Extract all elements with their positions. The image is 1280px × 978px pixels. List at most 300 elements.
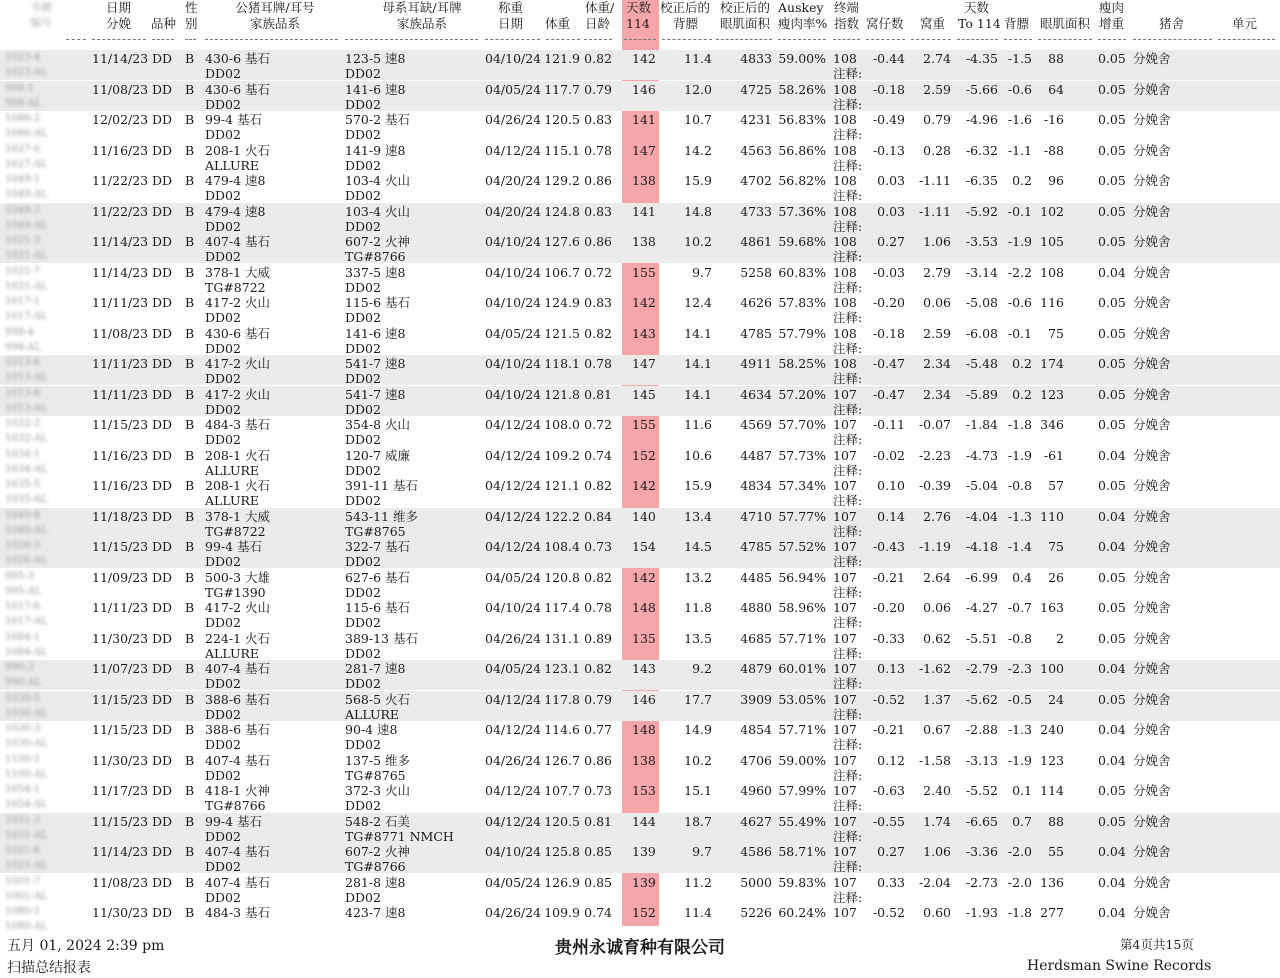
header-separator (911, 39, 951, 40)
cell-days: 142 (632, 295, 656, 310)
cell-sire: 407-4 基石 (205, 234, 271, 249)
cell-breed: DD (152, 691, 173, 707)
cell-ebv-bf: -2.0 (1007, 874, 1032, 890)
cell-sex: B (185, 874, 195, 890)
cell-days: 143 (632, 661, 656, 676)
row-tag-id (5, 325, 59, 355)
cell-weigh: 04/05/24 (485, 569, 542, 585)
cell-ebv-days: -1.93 (965, 905, 998, 920)
header-separator (152, 39, 174, 40)
cell-bf: 11.4 (684, 905, 712, 920)
cell-dam: 568-5 火石 (345, 691, 411, 707)
cell-weigh: 04/12/24 (485, 142, 542, 158)
cell-ebv-lea: -16 (1043, 112, 1064, 127)
cell-lea: 4586 (740, 844, 772, 859)
cell-ebv-lea: 114 (1040, 783, 1064, 798)
cell-index: 108 (833, 234, 857, 249)
row-tag-line: 998-AL (5, 97, 42, 109)
cell-dam: 322-7 基石 (345, 539, 411, 554)
cell-breed: DD (152, 722, 173, 737)
row-tag-id (5, 50, 59, 80)
cell-note: 注释: (833, 188, 863, 203)
cell-breed: DD (152, 417, 173, 432)
table-row (0, 50, 1280, 80)
cell-sire: 417-2 火山 (205, 356, 271, 371)
cell-days: 143 (632, 325, 656, 341)
header-ratio-1: 体重/ (585, 0, 615, 15)
header-lean-1: Auskey (778, 0, 824, 15)
row-tag-line: 1080-1 (5, 906, 41, 917)
header-separator (546, 39, 580, 40)
cell-sire: 208-1 火石 (205, 447, 271, 463)
cell-ebv-lea: 163 (1040, 600, 1064, 615)
cell-days: 141 (632, 112, 656, 127)
cell-ebv-bf: -1.3 (1007, 508, 1032, 524)
cell-sire-line: DD02 (205, 96, 241, 112)
cell-lean: 60.01% (778, 661, 826, 676)
cell-gain: 0.05 (1098, 234, 1126, 249)
cell-sire: 388-6 基石 (205, 722, 271, 737)
cell-ratio: 0.86 (584, 234, 612, 249)
cell-dam: 141-6 速8 (345, 81, 406, 97)
cell-dam-line: TG#8771 NMCH (345, 828, 454, 844)
cell-litw: -0.39 (918, 478, 951, 493)
cell-bf: 17.7 (684, 691, 712, 707)
cell-sire-line: ALLURE (205, 462, 260, 478)
cell-farrow: 11/14/23 (92, 234, 149, 249)
cell-sire: 378-1 大威 (205, 508, 271, 524)
cell-gain: 0.05 (1098, 142, 1126, 158)
cell-ebv-bf: -1.9 (1007, 447, 1032, 463)
cell-breed: DD (152, 295, 173, 310)
cell-bf: 9.2 (692, 661, 712, 676)
cell-ratio: 0.82 (584, 325, 612, 341)
cell-note: 注释: (833, 554, 863, 569)
cell-dam: 137-5 维多 (345, 752, 411, 768)
cell-ratio: 0.74 (584, 905, 612, 920)
cell-dam: 541-7 速8 (345, 386, 406, 402)
cell-farrow: 12/02/23 (92, 112, 149, 127)
cell-gain: 0.04 (1098, 661, 1126, 676)
cell-ebv-lea: 108 (1040, 264, 1064, 280)
cell-litter: -0.21 (872, 569, 905, 585)
cell-sex: B (185, 51, 195, 66)
cell-gain: 0.04 (1098, 508, 1126, 524)
cell-ratio: 0.73 (584, 539, 612, 554)
cell-pen: 分娩舍 (1133, 173, 1171, 188)
cell-ratio: 0.74 (584, 447, 612, 463)
cell-lean: 57.83% (778, 295, 826, 310)
cell-days: 139 (632, 844, 656, 859)
cell-sire: 479-4 速8 (205, 203, 266, 219)
table-row (0, 843, 1280, 873)
cell-litw: 1.37 (923, 691, 951, 707)
table-row (0, 386, 1280, 416)
cell-litw: 0.67 (923, 722, 951, 737)
cell-weigh: 04/12/24 (485, 447, 542, 463)
cell-dam-line: DD02 (345, 737, 381, 752)
cell-litter: -0.63 (872, 783, 905, 798)
cell-farrow: 11/11/23 (92, 356, 149, 371)
cell-dam-line: TG#8766 (345, 859, 406, 874)
cell-dam: 391-11 基石 (345, 478, 418, 493)
cell-ebv-days: -4.35 (965, 51, 998, 66)
cell-sire-line: DD02 (205, 432, 241, 447)
cell-farrow: 11/22/23 (92, 203, 149, 219)
cell-ebv-days: -5.52 (965, 783, 998, 798)
cell-farrow: 11/22/23 (92, 173, 149, 188)
cell-sire-line: DD02 (205, 615, 241, 630)
cell-litter: -0.55 (872, 813, 905, 829)
table-header (0, 0, 1280, 48)
cell-note: 注释: (833, 340, 863, 356)
cell-days: 152 (632, 447, 656, 463)
cell-farrow: 11/18/23 (92, 508, 149, 524)
cell-dam-line: DD02 (345, 798, 381, 813)
cell-ebv-bf: -1.6 (1007, 112, 1032, 127)
cell-note: 注释: (833, 859, 863, 874)
cell-note: 注释: (833, 523, 863, 539)
cell-litter: 0.27 (877, 234, 905, 249)
cell-sire: 407-4 基石 (205, 752, 271, 768)
cell-dam: 115-6 基石 (345, 600, 411, 615)
cell-dam: 389-13 基石 (345, 630, 418, 646)
header-breed: 品种 (151, 16, 177, 31)
cell-weight: 127.6 (544, 234, 580, 249)
cell-pen: 分娩舍 (1133, 905, 1171, 920)
table-row (0, 81, 1280, 111)
cell-sex: B (185, 142, 195, 158)
cell-sire-line: DD02 (205, 554, 241, 569)
cell-ebv-lea: -61 (1043, 447, 1064, 463)
cell-ebv-lea: 55 (1048, 844, 1064, 859)
cell-pen: 分娩舍 (1133, 356, 1171, 371)
cell-breed: DD (152, 539, 173, 554)
cell-lea: 4785 (740, 325, 772, 341)
cell-ebv-days: -4.04 (965, 508, 998, 524)
cell-ebv-lea: 123 (1040, 386, 1064, 402)
cell-pen: 分娩舍 (1133, 539, 1171, 554)
cell-bf: 9.7 (692, 264, 712, 280)
cell-litter: -0.52 (872, 905, 905, 920)
header-separator (1133, 39, 1212, 40)
cell-dam: 607-2 火神 (345, 234, 411, 249)
cell-days: 148 (632, 600, 656, 615)
cell-sire-line: ALLURE (205, 493, 260, 508)
cell-gain: 0.04 (1098, 539, 1126, 554)
cell-sire: 99-4 基石 (205, 112, 263, 127)
cell-weigh: 04/26/24 (485, 112, 542, 127)
row-tag-id (5, 904, 59, 934)
row-tag-id (5, 721, 59, 751)
cell-bf: 10.7 (684, 112, 712, 127)
cell-ebv-lea: 136 (1040, 874, 1064, 890)
cell-weigh: 04/10/24 (485, 356, 542, 371)
cell-ebv-days: -6.65 (965, 813, 998, 829)
cell-sire: 388-6 基石 (205, 691, 271, 707)
cell-sire: 99-4 基石 (205, 539, 263, 554)
cell-ebv-lea: 102 (1040, 203, 1064, 219)
cell-pen: 分娩舍 (1133, 844, 1171, 859)
cell-farrow: 11/11/23 (92, 600, 149, 615)
header-bf-2: 背膘 (673, 16, 699, 31)
cell-days: 146 (632, 691, 656, 707)
row-tag-id (5, 81, 59, 111)
cell-lea: 4626 (740, 295, 772, 310)
cell-dam-line: DD02 (345, 188, 381, 203)
cell-dam-line: DD02 (345, 584, 381, 600)
header-ebv-days-2: To 114 (958, 16, 1001, 31)
cell-sex: B (185, 783, 195, 798)
row-tag-id (5, 538, 59, 568)
cell-bf: 10.2 (684, 752, 712, 768)
cell-sex: B (185, 508, 195, 524)
cell-sire-line: DD02 (205, 371, 241, 386)
cell-dam-line: ALLURE (345, 706, 400, 722)
row-tag-line: 1049-AL (5, 189, 48, 200)
cell-ebv-bf: -1.1 (1007, 142, 1032, 158)
row-tag-line: 998-1 (5, 82, 34, 94)
cell-weight: 120.5 (544, 813, 580, 829)
cell-litter: -0.03 (872, 264, 905, 280)
cell-lean: 56.83% (778, 112, 826, 127)
cell-bf: 13.2 (684, 569, 712, 585)
cell-ebv-lea: 105 (1040, 234, 1064, 249)
row-tag-id (5, 569, 59, 599)
cell-bf: 12.4 (684, 295, 712, 310)
table-row (0, 416, 1280, 446)
cell-ratio: 0.84 (584, 508, 612, 524)
cell-weigh: 04/20/24 (485, 173, 542, 188)
cell-ebv-bf: -1.5 (1007, 51, 1032, 66)
cell-weigh: 04/10/24 (485, 844, 542, 859)
cell-litw: -1.11 (918, 203, 951, 219)
cell-gain: 0.05 (1098, 173, 1126, 188)
row-tag-id (5, 630, 59, 660)
cell-dam: 541-7 速8 (345, 356, 406, 371)
cell-ratio: 0.89 (584, 630, 612, 646)
cell-sire-line: DD02 (205, 188, 241, 203)
cell-dam-line: DD02 (345, 676, 381, 691)
cell-weight: 120.8 (544, 569, 580, 585)
cell-lean: 59.00% (778, 51, 826, 66)
cell-litter: -0.18 (872, 81, 905, 97)
cell-weigh: 04/05/24 (485, 325, 542, 341)
cell-breed: DD (152, 264, 173, 280)
cell-sire: 430-6 基石 (205, 51, 271, 66)
cell-sire-line: ALLURE (205, 645, 260, 661)
cell-farrow: 11/15/23 (92, 417, 149, 432)
cell-litw: 0.06 (923, 295, 951, 310)
cell-lean: 57.70% (778, 417, 826, 432)
cell-lean: 58.96% (778, 600, 826, 615)
cell-days: 142 (632, 569, 656, 585)
cell-lea: 4627 (740, 813, 772, 829)
header-weigh-1: 称重 (498, 0, 524, 15)
cell-weigh: 04/12/24 (485, 813, 542, 829)
cell-lea: 5226 (740, 905, 772, 920)
cell-ebv-bf: -1.3 (1007, 722, 1032, 737)
cell-sire: 407-4 基石 (205, 661, 271, 676)
cell-index: 108 (833, 112, 857, 127)
cell-sire-line: DD02 (205, 828, 241, 844)
cell-lea: 4485 (740, 569, 772, 585)
cell-ebv-days: -6.32 (965, 142, 998, 158)
cell-ebv-days: -1.84 (965, 417, 998, 432)
cell-farrow: 11/15/23 (92, 722, 149, 737)
cell-index: 107 (833, 783, 857, 798)
cell-dam-line: DD02 (345, 615, 381, 630)
cell-bf: 14.1 (684, 356, 712, 371)
row-tag-id (5, 813, 59, 843)
cell-days: 135 (632, 630, 656, 646)
cell-weight: 108.4 (544, 539, 580, 554)
cell-days: 141 (632, 203, 656, 219)
cell-note: 注释: (833, 615, 863, 630)
row-tag-line: 1021-7 (5, 265, 41, 277)
cell-farrow: 11/14/23 (92, 51, 149, 66)
cell-days: 152 (632, 905, 656, 920)
table-row (0, 904, 1280, 934)
cell-bf: 15.1 (684, 783, 712, 798)
cell-dam-line: DD02 (345, 218, 381, 234)
cell-note: 注释: (833, 676, 863, 691)
cell-days: 138 (632, 173, 656, 188)
cell-farrow: 11/30/23 (92, 630, 149, 646)
cell-sex: B (185, 722, 195, 737)
cell-breed: DD (152, 356, 173, 371)
table-row (0, 477, 1280, 507)
cell-sire-line: DD02 (205, 767, 241, 783)
cell-dam: 141-9 速8 (345, 142, 406, 158)
cell-lea: 4563 (740, 142, 772, 158)
cell-ratio: 0.82 (584, 661, 612, 676)
cell-ebv-bf: -0.8 (1007, 630, 1032, 646)
cell-weigh: 04/05/24 (485, 81, 542, 97)
cell-gain: 0.05 (1098, 325, 1126, 341)
cell-dam: 543-11 维多 (345, 508, 418, 524)
row-tag-id (5, 172, 59, 202)
row-tag-id (5, 782, 59, 812)
cell-dam-line: DD02 (345, 645, 381, 661)
cell-note: 注释: (833, 96, 863, 112)
cell-ebv-bf: -0.6 (1007, 81, 1032, 97)
cell-ratio: 0.83 (584, 112, 612, 127)
cell-note: 注释: (833, 462, 863, 478)
cell-ratio: 0.78 (584, 600, 612, 615)
header-separator (624, 39, 656, 40)
cell-note: 注释: (833, 767, 863, 783)
cell-pen: 分娩舍 (1133, 295, 1171, 310)
cell-ebv-bf: 0.2 (1012, 356, 1032, 371)
cell-ratio: 0.79 (584, 691, 612, 707)
cell-litter: -0.13 (872, 142, 905, 158)
cell-lean: 58.71% (778, 844, 826, 859)
cell-farrow: 11/16/23 (92, 478, 149, 493)
cell-pen: 分娩舍 (1133, 234, 1171, 249)
cell-weigh: 04/12/24 (485, 478, 542, 493)
cell-dam: 115-6 基石 (345, 295, 411, 310)
cell-farrow: 11/30/23 (92, 752, 149, 768)
header-separator (662, 39, 712, 40)
cell-days: 144 (632, 813, 656, 829)
cell-pen: 分娩舍 (1133, 630, 1171, 646)
cell-lean: 55.49% (778, 813, 826, 829)
cell-pen: 分娩舍 (1133, 203, 1171, 219)
cell-litw: -1.19 (918, 539, 951, 554)
header-separator (66, 39, 86, 40)
cell-note: 注释: (833, 401, 863, 417)
cell-lea: 4834 (740, 478, 772, 493)
cell-weigh: 04/20/24 (485, 203, 542, 219)
cell-gain: 0.05 (1098, 51, 1126, 66)
cell-sire: 407-4 基石 (205, 874, 271, 890)
row-tag-line: 1017-1 (5, 296, 41, 307)
cell-ratio: 0.81 (584, 386, 612, 402)
cell-weight: 121.8 (544, 386, 580, 402)
header-days-1: 天数 (626, 0, 652, 15)
cell-days: 139 (632, 874, 656, 890)
cell-note: 注释: (833, 645, 863, 661)
cell-ebv-lea: 100 (1040, 661, 1064, 676)
cell-dam: 548-2 石美 (345, 813, 411, 829)
cell-sire-line: DD02 (205, 310, 241, 325)
table-row (0, 782, 1280, 812)
cell-weight: 106.7 (544, 264, 580, 280)
cell-litter: -0.11 (872, 417, 905, 432)
cell-litw: 0.79 (923, 112, 951, 127)
cell-sex: B (185, 478, 195, 493)
cell-index: 107 (833, 447, 857, 463)
cell-lean: 57.20% (778, 386, 826, 402)
cell-litter: 0.03 (877, 173, 905, 188)
cell-gain: 0.05 (1098, 81, 1126, 97)
row-tag-line: 995-3 (5, 570, 34, 582)
table-row (0, 660, 1280, 690)
header-sire-1: 公猪耳牌/耳号 (235, 0, 315, 15)
row-tag-line: 1026-AL (5, 555, 48, 566)
cell-index: 107 (833, 600, 857, 615)
row-tag-line: 1100-AL (5, 768, 48, 780)
cell-breed: DD (152, 661, 173, 676)
row-tag-line: 1086-2 (5, 113, 41, 124)
cell-lean: 58.25% (778, 356, 826, 371)
cell-sire: 378-1 大威 (205, 264, 271, 280)
cell-litw: 0.06 (923, 600, 951, 615)
cell-weight: 117.4 (544, 600, 580, 615)
cell-ebv-bf: 0.2 (1012, 173, 1032, 188)
cell-ebv-lea: 26 (1048, 569, 1064, 585)
row-tag-id (5, 874, 59, 904)
cell-dam-line: DD02 (345, 432, 381, 447)
cell-note: 注释: (833, 279, 863, 295)
cell-ebv-days: -4.18 (965, 539, 998, 554)
cell-breed: DD (152, 386, 173, 402)
cell-weight: 122.2 (544, 508, 580, 524)
cell-ratio: 0.73 (584, 783, 612, 798)
cell-index: 108 (833, 325, 857, 341)
cell-days: 146 (632, 81, 656, 97)
cell-breed: DD (152, 203, 173, 219)
cell-note: 注释: (833, 828, 863, 844)
row-tag-id (5, 111, 59, 141)
cell-sex: B (185, 905, 195, 920)
row-tag-id (5, 691, 59, 721)
cell-note: 注释: (833, 310, 863, 325)
cell-ratio: 0.78 (584, 356, 612, 371)
cell-pen: 分娩舍 (1133, 874, 1171, 890)
cell-weight: 120.5 (544, 112, 580, 127)
